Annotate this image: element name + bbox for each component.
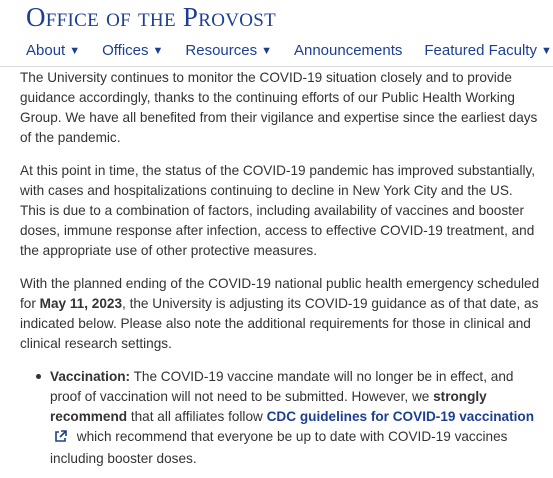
nav-label: About [26, 42, 66, 59]
caret-down-icon: ▼ [540, 44, 552, 57]
nav-label: Offices [102, 42, 149, 59]
end-date: May 11, 2023 [39, 296, 123, 311]
caret-down-icon: ▼ [152, 44, 164, 57]
nav-label: Featured Faculty [424, 42, 537, 59]
emphasis-text: strongly recommend [50, 389, 487, 424]
nav-label: Resources [185, 42, 258, 59]
nav-offices[interactable] [102, 42, 163, 59]
caret-down-icon: ▼ [69, 44, 81, 57]
nav-divider [0, 66, 553, 67]
main-nav [26, 42, 552, 59]
main-content [20, 68, 540, 469]
nav-label: Announcements [293, 42, 403, 59]
guidance-list [20, 367, 540, 469]
paragraph-text: With the planned ending of the COVID-19 national public health emergency scheduled for [20, 276, 540, 311]
bullet-text: The COVID-19 vaccine mandate will no longer be in effect, and proof of vaccination will not need to be submitted. However, we [50, 369, 514, 404]
bullet-icon [36, 374, 41, 379]
paragraph-status: At this point in time, the status of the COVID-19 pandemic has improved substantially, with cases and hospitalizations continuing to decline in New York City and the US. This is due to a combination of factors, including availability of vaccines and booster doses, immune response after infection, access to effective COVID-19 treatment, and the appropriate use of other protective measures. [20, 163, 536, 258]
paragraph-text: , the University is adjusting its COVID-19 guidance as of that date, as indicated below. Please also note the additional requirements for those in clinical and clinical research settings. [20, 296, 539, 351]
bullet-label: Vaccination: [50, 369, 131, 384]
site-title[interactable]: Office of the Provost [26, 2, 277, 32]
caret-down-icon: ▼ [261, 44, 272, 57]
nav-announcements[interactable] [294, 42, 402, 59]
nav-resources[interactable] [185, 42, 272, 59]
paragraph-emergency-ending [20, 274, 540, 354]
cdc-guidelines-link[interactable]: CDC guidelines for COVID-19 vaccination [266, 409, 535, 424]
bullet-text: which recommend that everyone be up to date with COVID-19 vaccines including booster doses. [50, 429, 508, 466]
site-header [0, 0, 553, 70]
paragraph-monitoring: The University continues to monitor the COVID-19 situation closely and to provide guidance accordingly, thanks to the continuing efforts of our Public Health Working Group. We have all benefited from their vigilance and expertise since the earliest days of the pandemic. [20, 70, 538, 145]
list-item-vaccination [50, 367, 540, 469]
nav-featured-faculty[interactable] [424, 42, 551, 59]
bullet-text: that all affiliates follow [127, 409, 267, 424]
external-link-icon[interactable] [54, 429, 67, 449]
nav-about[interactable] [26, 42, 80, 59]
